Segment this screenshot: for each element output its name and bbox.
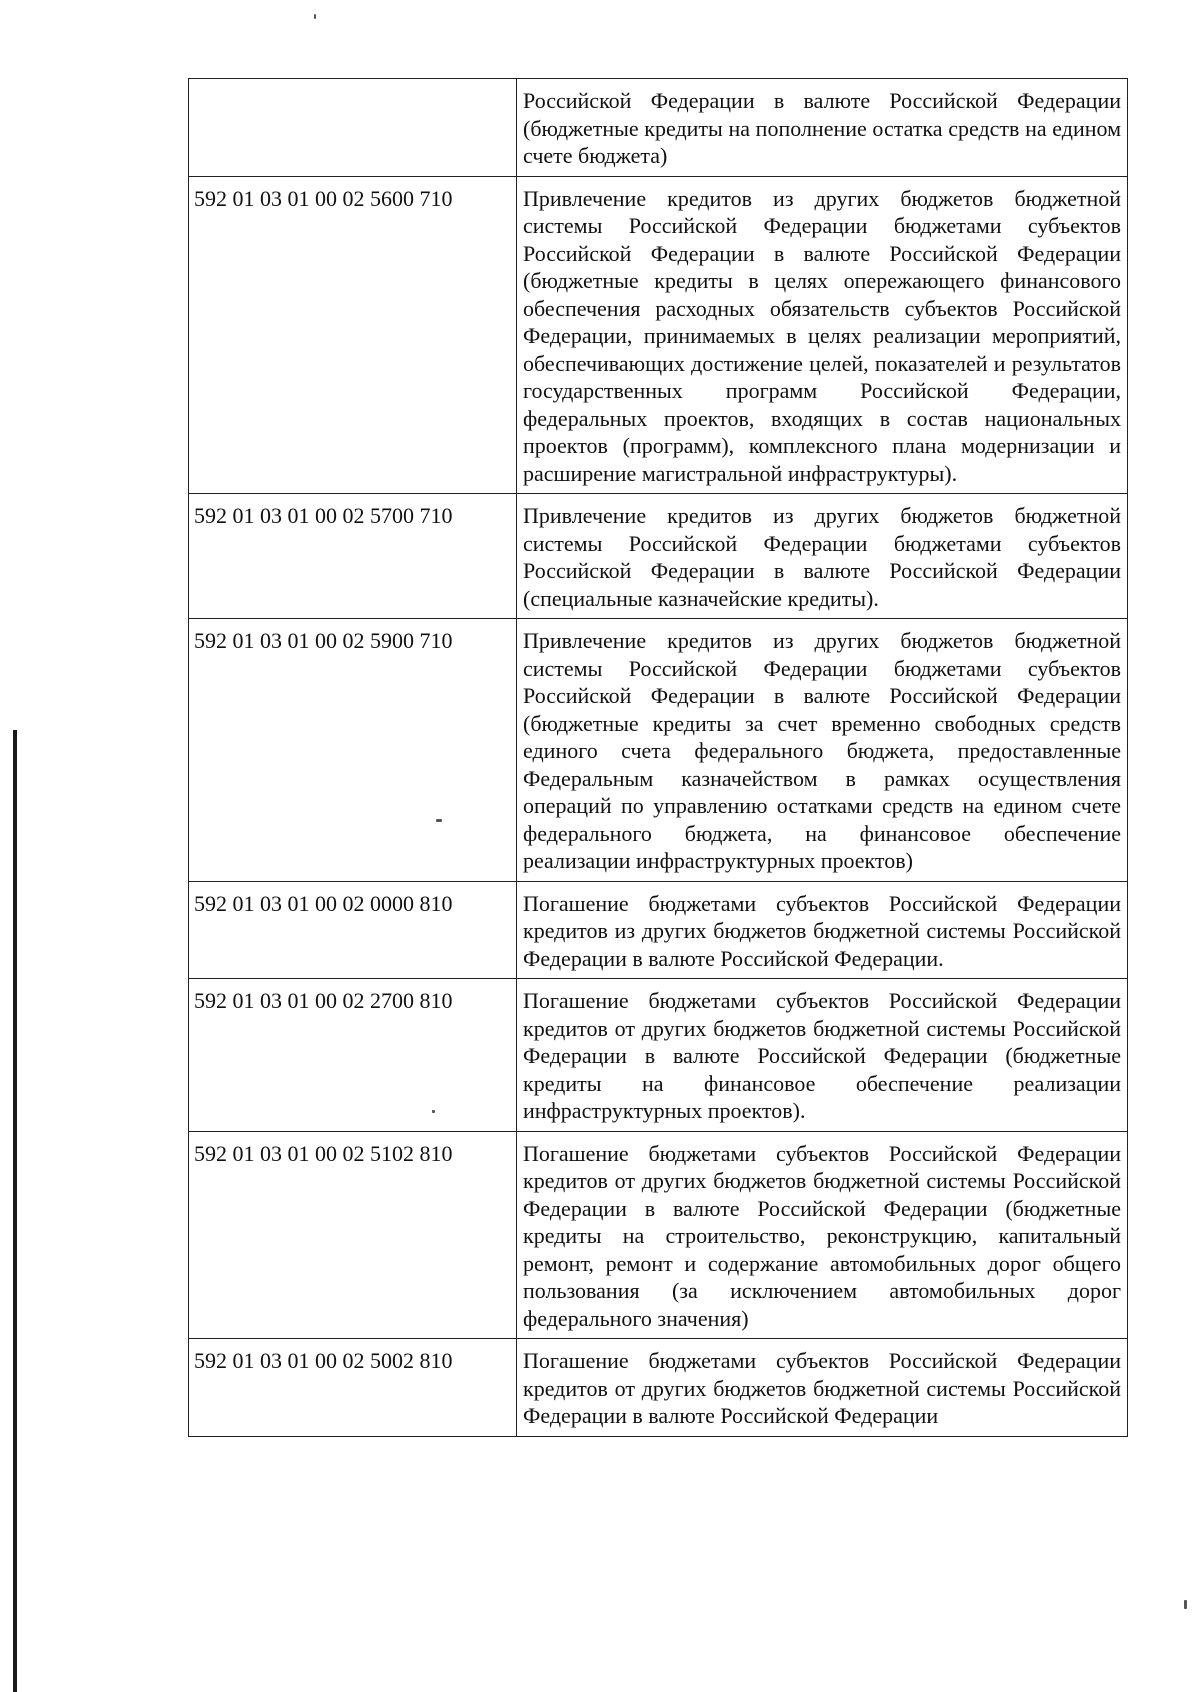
description-cell: Погашение бюджетами субъектов Российской Федерации кредитов из других бюджетов бюджетной системы Российской Федерации в валюте Российской Федерации. — [517, 881, 1128, 979]
description-cell: Привлечение кредитов из других бюджетов бюджетной системы Российской Федерации бюджетами субъектов Российской Федерации в валюте Российской Федерации (бюджетные кредиты за счет временно свободных средств единого счета федерального бюджета, предоставленные Федеральным казначейством в рамках осуществления операций по управлению остатками средств на едином счете федерального бюджета, на финансовое обеспечение реализации инфраструктурных проектов) — [517, 619, 1128, 882]
table-row — [189, 79, 1128, 177]
scan-speck — [314, 14, 316, 19]
description-cell: Привлечение кредитов из других бюджетов бюджетной системы Российской Федерации бюджетами субъектов Российской Федерации в валюте Российской Федерации (специальные казначейские кредиты). — [517, 494, 1128, 619]
budget-code-cell: 592 01 03 01 00 02 5600 710 — [189, 176, 517, 494]
description-cell: Погашение бюджетами субъектов Российской Федерации кредитов от других бюджетов бюджетной системы Российской Федерации в валюте Российской Федерации (бюджетные кредиты на строительство, реконструкцию, капитальный ремонт, ремонт и содержание автомобильных дорог общего пользования (за исключением автомобильных дорог федерального значения) — [517, 1131, 1128, 1339]
description-cell: Погашение бюджетами субъектов Российской Федерации кредитов от других бюджетов бюджетной системы Российской Федерации в валюте Российской Федерации — [517, 1339, 1128, 1437]
table-row — [189, 494, 1128, 619]
description-cell: Российской Федерации в валюте Российской Федерации (бюджетные кредиты на пополнение остатка средств на едином счете бюджета) — [517, 79, 1128, 177]
scan-speck — [1184, 1600, 1187, 1609]
description-cell: Привлечение кредитов из других бюджетов бюджетной системы Российской Федерации бюджетами субъектов Российской Федерации в валюте Российской Федерации (бюджетные кредиты в целях опережающего финансового обеспечения расходных обязательств субъектов Российской Федерации, принимаемых в целях реализации мероприятий, обеспечивающих достижение целей, показателей и результатов государственных программ Российской Федерации, федеральных проектов, входящих в состав национальных проектов (программ), комплексного плана модернизации и расширение магистральной инфраструктуры). — [517, 176, 1128, 494]
budget-codes-table — [188, 78, 1128, 1437]
budget-code-cell: 592 01 03 01 00 02 5102 810 — [189, 1131, 517, 1339]
table-row — [189, 881, 1128, 979]
budget-code-cell: 592 01 03 01 00 02 5700 710 — [189, 494, 517, 619]
budget-code-cell: 592 01 03 01 00 02 5002 810 — [189, 1339, 517, 1437]
table-row — [189, 1339, 1128, 1437]
budget-code-cell — [189, 79, 517, 177]
table-row — [189, 176, 1128, 494]
budget-code-cell: 592 01 03 01 00 02 2700 810 — [189, 979, 517, 1132]
budget-code-cell: 592 01 03 01 00 02 0000 810 — [189, 881, 517, 979]
table-row — [189, 979, 1128, 1132]
table-row — [189, 619, 1128, 882]
table-row — [189, 1131, 1128, 1339]
description-cell: Погашение бюджетами субъектов Российской Федерации кредитов от других бюджетов бюджетной системы Российской Федерации в валюте Российской Федерации (бюджетные кредиты на финансовое обеспечение реализации инфраструктурных проектов). — [517, 979, 1128, 1132]
scan-edge-mark — [13, 730, 17, 1692]
budget-code-cell: 592 01 03 01 00 02 5900 710 — [189, 619, 517, 882]
